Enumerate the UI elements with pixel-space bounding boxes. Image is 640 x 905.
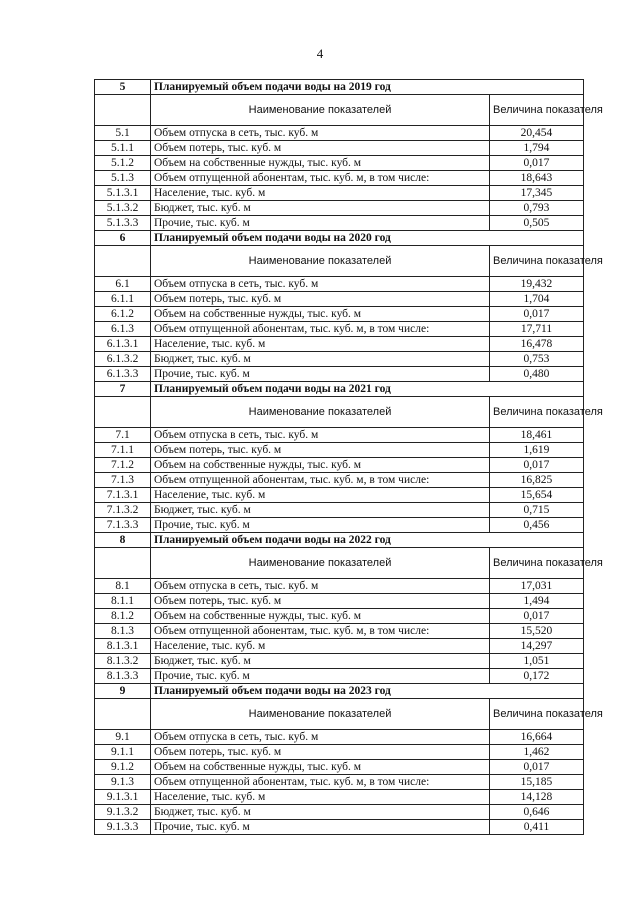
row-name: Прочие, тыс. куб. м (151, 518, 490, 533)
row-name: Бюджет, тыс. куб. м (151, 503, 490, 518)
table-row (95, 745, 584, 760)
header-blank-cell (95, 397, 151, 428)
row-name: Объем на собственные нужды, тыс. куб. м (151, 458, 490, 473)
row-value: 0,646 (489, 805, 583, 820)
row-value: 18,643 (489, 171, 583, 186)
section-title-row (95, 382, 584, 397)
row-code: 6.1.3 (95, 322, 151, 337)
row-code: 8.1.2 (95, 609, 151, 624)
row-code: 8.1.3.3 (95, 669, 151, 684)
header-value: Величина показателя (489, 246, 583, 277)
row-value: 16,825 (489, 473, 583, 488)
row-code: 8.1.1 (95, 594, 151, 609)
row-code: 5.1 (95, 126, 151, 141)
row-value: 0,456 (489, 518, 583, 533)
row-value: 0,017 (489, 760, 583, 775)
row-value: 16,478 (489, 337, 583, 352)
row-code: 6.1.2 (95, 307, 151, 322)
table-row (95, 428, 584, 443)
row-value: 14,297 (489, 639, 583, 654)
table-row (95, 292, 584, 307)
row-code: 6.1.1 (95, 292, 151, 307)
row-code: 7.1.3.3 (95, 518, 151, 533)
row-value: 0,715 (489, 503, 583, 518)
table-row (95, 503, 584, 518)
table-row (95, 790, 584, 805)
row-name: Объем потерь, тыс. куб. м (151, 594, 490, 609)
table-row (95, 352, 584, 367)
section-number: 5 (95, 80, 151, 95)
table-row (95, 579, 584, 594)
table-row (95, 126, 584, 141)
row-name: Объем отпущенной абонентам, тыс. куб. м, в том числе: (151, 624, 490, 639)
section-number: 9 (95, 684, 151, 699)
row-name: Прочие, тыс. куб. м (151, 669, 490, 684)
row-value: 0,411 (489, 820, 583, 835)
row-name: Объем на собственные нужды, тыс. куб. м (151, 760, 490, 775)
table-row (95, 488, 584, 503)
row-value: 17,031 (489, 579, 583, 594)
table-row (95, 639, 584, 654)
row-code: 9.1.2 (95, 760, 151, 775)
section-title: Планируемый объем подачи воды на 2020 год (151, 231, 584, 246)
section-title-row (95, 533, 584, 548)
row-value: 15,520 (489, 624, 583, 639)
column-header-row (95, 246, 584, 277)
table-row (95, 171, 584, 186)
row-name: Бюджет, тыс. куб. м (151, 352, 490, 367)
section-number: 7 (95, 382, 151, 397)
column-header-row (95, 95, 584, 126)
column-header-row (95, 548, 584, 579)
row-value: 0,172 (489, 669, 583, 684)
row-name: Объем потерь, тыс. куб. м (151, 141, 490, 156)
table-row (95, 654, 584, 669)
header-value: Величина показателя (489, 699, 583, 730)
row-value: 15,654 (489, 488, 583, 503)
row-code: 9.1.3 (95, 775, 151, 790)
row-name: Объем отпущенной абонентам, тыс. куб. м, в том числе: (151, 171, 490, 186)
row-name: Объем на собственные нужды, тыс. куб. м (151, 307, 490, 322)
section-number: 6 (95, 231, 151, 246)
section-title: Планируемый объем подачи воды на 2021 год (151, 382, 584, 397)
row-code: 5.1.3 (95, 171, 151, 186)
row-value: 0,793 (489, 201, 583, 216)
row-name: Объем на собственные нужды, тыс. куб. м (151, 609, 490, 624)
row-name: Население, тыс. куб. м (151, 186, 490, 201)
row-name: Объем отпущенной абонентам, тыс. куб. м, в том числе: (151, 322, 490, 337)
section-title: Планируемый объем подачи воды на 2022 год (151, 533, 584, 548)
header-value: Величина показателя (489, 397, 583, 428)
row-name: Объем потерь, тыс. куб. м (151, 745, 490, 760)
table-row (95, 337, 584, 352)
water-supply-table (94, 79, 603, 835)
row-code: 8.1.3 (95, 624, 151, 639)
row-name: Бюджет, тыс. куб. м (151, 805, 490, 820)
row-name: Объем отпущенной абонентам, тыс. куб. м, в том числе: (151, 775, 490, 790)
row-code: 9.1.1 (95, 745, 151, 760)
table-row (95, 156, 584, 171)
row-code: 7.1.3.2 (95, 503, 151, 518)
row-name: Бюджет, тыс. куб. м (151, 201, 490, 216)
row-name: Прочие, тыс. куб. м (151, 216, 490, 231)
row-value: 19,432 (489, 277, 583, 292)
column-header-row (95, 699, 584, 730)
header-blank-cell (95, 246, 151, 277)
row-name: Бюджет, тыс. куб. м (151, 654, 490, 669)
table-row (95, 186, 584, 201)
row-value: 17,345 (489, 186, 583, 201)
row-value: 1,704 (489, 292, 583, 307)
row-name: Объем отпущенной абонентам, тыс. куб. м, в том числе: (151, 473, 490, 488)
header-name: Наименование показателей (151, 246, 490, 277)
table-row (95, 518, 584, 533)
row-code: 7.1 (95, 428, 151, 443)
table-row (95, 730, 584, 745)
row-code: 8.1.3.2 (95, 654, 151, 669)
table-row (95, 473, 584, 488)
row-value: 1,462 (489, 745, 583, 760)
table-row (95, 594, 584, 609)
row-value: 17,711 (489, 322, 583, 337)
row-code: 7.1.3.1 (95, 488, 151, 503)
header-value: Величина показателя (489, 95, 583, 126)
row-name: Объем потерь, тыс. куб. м (151, 292, 490, 307)
row-code: 7.1.1 (95, 443, 151, 458)
row-value: 18,461 (489, 428, 583, 443)
row-code: 5.1.3.2 (95, 201, 151, 216)
table-row (95, 277, 584, 292)
table-row (95, 624, 584, 639)
table-row (95, 322, 584, 337)
row-name: Объем потерь, тыс. куб. м (151, 443, 490, 458)
header-name: Наименование показателей (151, 548, 490, 579)
row-code: 9.1.3.2 (95, 805, 151, 820)
header-blank-cell (95, 548, 151, 579)
section-title: Планируемый объем подачи воды на 2023 год (151, 684, 584, 699)
row-value: 0,753 (489, 352, 583, 367)
row-value: 0,480 (489, 367, 583, 382)
header-name: Наименование показателей (151, 95, 490, 126)
column-header-row (95, 397, 584, 428)
section-title-row (95, 684, 584, 699)
row-name: Прочие, тыс. куб. м (151, 820, 490, 835)
row-value: 1,494 (489, 594, 583, 609)
row-name: Объем отпуска в сеть, тыс. куб. м (151, 277, 490, 292)
table-row (95, 443, 584, 458)
row-code: 9.1 (95, 730, 151, 745)
row-value: 0,505 (489, 216, 583, 231)
header-name: Наименование показателей (151, 397, 490, 428)
table-row (95, 307, 584, 322)
row-value: 16,664 (489, 730, 583, 745)
row-code: 8.1.3.1 (95, 639, 151, 654)
row-name: Объем отпуска в сеть, тыс. куб. м (151, 428, 490, 443)
header-name: Наименование показателей (151, 699, 490, 730)
row-name: Прочие, тыс. куб. м (151, 367, 490, 382)
row-value: 0,017 (489, 156, 583, 171)
section-number: 8 (95, 533, 151, 548)
row-value: 0,017 (489, 609, 583, 624)
table-row (95, 669, 584, 684)
section-title-row (95, 231, 584, 246)
row-code: 7.1.3 (95, 473, 151, 488)
row-code: 5.1.3.3 (95, 216, 151, 231)
row-code: 6.1.3.2 (95, 352, 151, 367)
table-row (95, 775, 584, 790)
row-code: 6.1.3.3 (95, 367, 151, 382)
row-value: 0,017 (489, 458, 583, 473)
row-name: Объем отпуска в сеть, тыс. куб. м (151, 126, 490, 141)
table-row (95, 367, 584, 382)
row-name: Население, тыс. куб. м (151, 639, 490, 654)
table-row (95, 760, 584, 775)
table-row (95, 216, 584, 231)
row-value: 0,017 (489, 307, 583, 322)
table-row (95, 609, 584, 624)
row-name: Население, тыс. куб. м (151, 488, 490, 503)
row-code: 9.1.3.3 (95, 820, 151, 835)
row-value: 14,128 (489, 790, 583, 805)
row-value: 15,185 (489, 775, 583, 790)
row-code: 9.1.3.1 (95, 790, 151, 805)
row-code: 6.1.3.1 (95, 337, 151, 352)
row-name: Население, тыс. куб. м (151, 790, 490, 805)
row-name: Объем на собственные нужды, тыс. куб. м (151, 156, 490, 171)
row-code: 7.1.2 (95, 458, 151, 473)
section-title: Планируемый объем подачи воды на 2019 год (151, 80, 584, 95)
row-value: 1,794 (489, 141, 583, 156)
row-code: 5.1.2 (95, 156, 151, 171)
section-title-row (95, 80, 584, 95)
page-number: 4 (316, 46, 324, 61)
header-value: Величина показателя (489, 548, 583, 579)
row-value: 1,619 (489, 443, 583, 458)
header-blank-cell (95, 699, 151, 730)
table-row (95, 201, 584, 216)
row-name: Объем отпуска в сеть, тыс. куб. м (151, 579, 490, 594)
row-value: 20,454 (489, 126, 583, 141)
table-row (95, 141, 584, 156)
table-row (95, 458, 584, 473)
header-blank-cell (95, 95, 151, 126)
row-name: Объем отпуска в сеть, тыс. куб. м (151, 730, 490, 745)
table-row (95, 805, 584, 820)
row-code: 8.1 (95, 579, 151, 594)
row-name: Население, тыс. куб. м (151, 337, 490, 352)
row-code: 5.1.3.1 (95, 186, 151, 201)
row-code: 6.1 (95, 277, 151, 292)
row-value: 1,051 (489, 654, 583, 669)
row-code: 5.1.1 (95, 141, 151, 156)
table-row (95, 820, 584, 835)
